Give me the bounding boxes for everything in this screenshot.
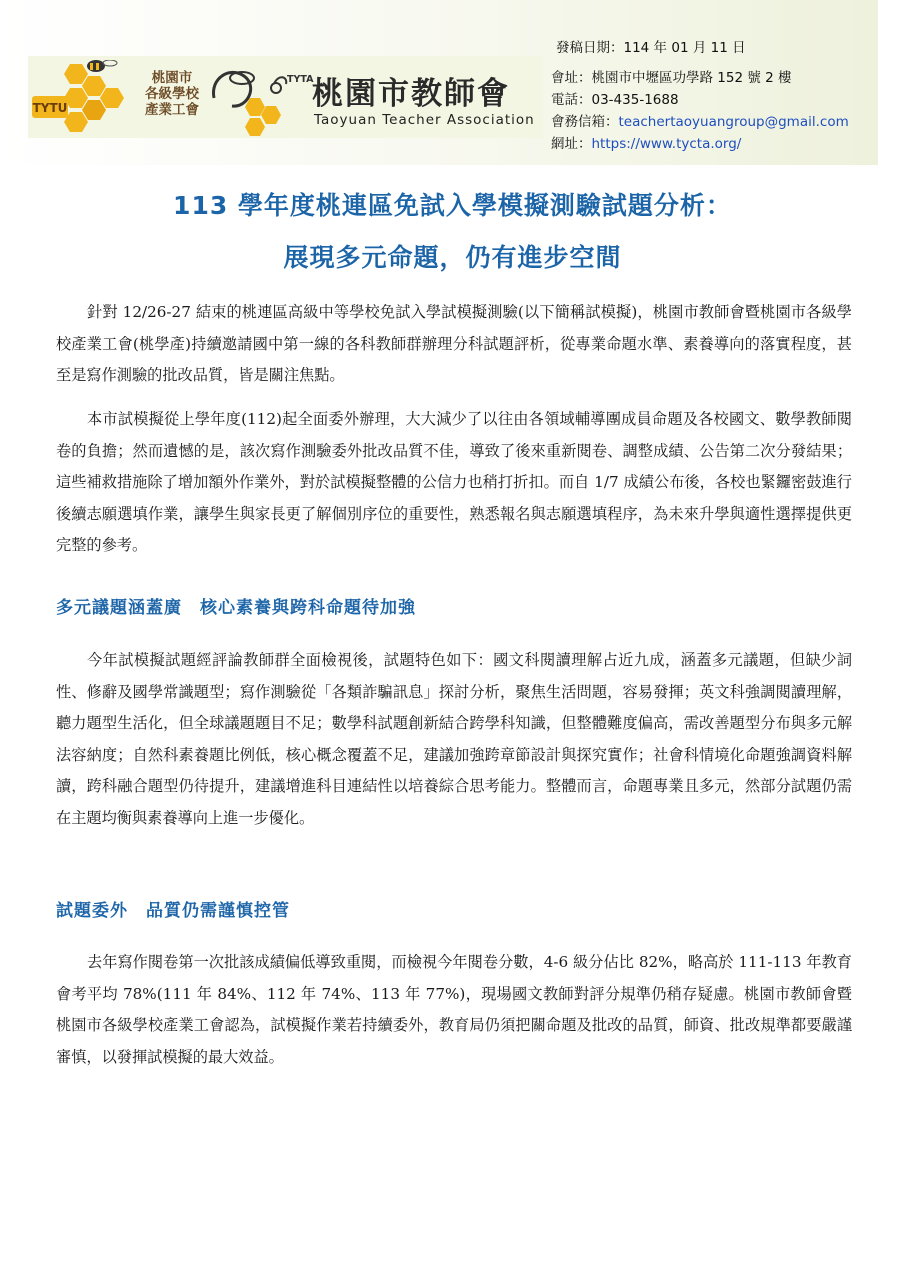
email-label: 會務信箱： — [551, 114, 619, 130]
document-title-line2: 展現多元命題，仍有進步空間 — [283, 243, 622, 272]
email-link[interactable]: teachertaoyuangroup@gmail.com — [618, 114, 849, 130]
union-name — [128, 70, 216, 118]
logo-banner — [28, 56, 543, 138]
paragraph-item-analysis: 今年試模擬試題經評論教師群全面檢視後，試題特色如下：國文科閱讀理解占近九成，涵蓋多元議題，但缺少詞性、修辭及國學常識題型；寫作測驗從「各類詐騙訊息」探討分析，聚焦生活問題，容易發揮；英文科強調閱讀理解，聽力題型生活化，但全球議題題目不足；數學科試題創新結合跨學科知識，但整體難度偏高，需改善題型分布與多元解法容納度；自然科素養題比例低，核心概念覆蓋不足，建議加強跨章節設計與探究實作；社會科情境化命題強調資料解讀，跨科融合題型仍待提升，建議增進科目連結性以培養綜合思考能力。整體而言，命題專業且多元，然部分試題仍需在主題均衡與素養導向上進一步優化。 — [56, 651, 852, 827]
association-english-name: Taoyuan Teacher Association — [314, 112, 535, 128]
section-heading-quality-control: 試題委外 品質仍需謹慎控管 — [56, 901, 290, 921]
website-link[interactable]: https://www.tycta.org/ — [591, 136, 742, 152]
paragraph-writing-grading: 去年寫作閱卷第一次批該成績偏低導致重閱，而檢視今年閱卷分數，4-6 級分佔比 82%，略高於 111-113 年教育會考平均 78%(111 年 84%、112 年 74%、113 年 77%)，現場國文教師對評分規準仍稍存疑慮。桃園市教師會暨桃園市各級學校產業工會認為，試模擬作業若持續委外，教育局仍須把關命題及批改的品質，師資、批改規準都要嚴謹審慎，以發揮試模擬的最大效益。 — [56, 953, 852, 1066]
phone-line — [551, 88, 679, 108]
tytu-bee-logo-icon — [30, 60, 130, 138]
document-title-line1: 113 學年度桃連區免試入學模擬測驗試題分析： — [173, 191, 732, 220]
union-name-line1: 桃園市 — [151, 70, 193, 86]
email-line — [551, 110, 849, 130]
tyta-mark: TYTA — [287, 74, 314, 85]
association-name: 桃園市教師會 — [312, 76, 510, 112]
paragraph-intro: 針對 12/26-27 結束的桃連區高級中等學校免試入學試模擬測驗(以下簡稱試模擬)，桃園市教師會暨桃園市各級學校產業工會(桃學產)持續邀請國中第一線的各科教師群辦理分科試題評析，從專業命題水準、素養導向的落實程度，甚至是寫作測驗的批改品質，皆是關注焦點。 — [56, 303, 852, 384]
paragraph-outsourcing: 本市試模擬從上學年度(112)起全面委外辦理，大大減少了以往由各領域輔導團成員命題及各校國文、數學教師閱卷的負擔；然而遺憾的是，該次寫作測驗委外批改品質不佳，導致了後來重新閱卷、調整成績、公告第二次分發結果；這些補救措施除了增加額外作業外，對於試模擬整體的公信力也稍打折扣。而自 1/7 成績公布後，各校也緊鑼密鼓進行後續志願選填作業，讓學生與家長更了解個別序位的重要性，熟悉報名與志願選填程序，為未來升學與適性選擇提供更完整的參考。 — [56, 410, 852, 554]
address-label: 會址： — [551, 70, 592, 86]
phone-label: 電話： — [551, 92, 592, 108]
website-label: 網址： — [551, 136, 592, 152]
union-name-line2: 各級學校 — [145, 86, 199, 102]
address-value: 桃園市中壢區功學路 152 號 2 樓 — [591, 70, 792, 86]
tytu-mark: TYTU — [32, 101, 68, 115]
union-name-line3: 產業工會 — [145, 102, 199, 118]
release-date: 發稿日期：114 年 01 月 11 日 — [556, 40, 746, 56]
website-line — [551, 132, 741, 152]
section-heading-diverse-topics: 多元議題涵蓋廣 核心素養與跨科命題待加強 — [56, 598, 416, 618]
tyta-bee-logo-icon — [204, 58, 294, 136]
address-line — [551, 66, 792, 86]
phone-value: 03-435-1688 — [591, 92, 679, 108]
